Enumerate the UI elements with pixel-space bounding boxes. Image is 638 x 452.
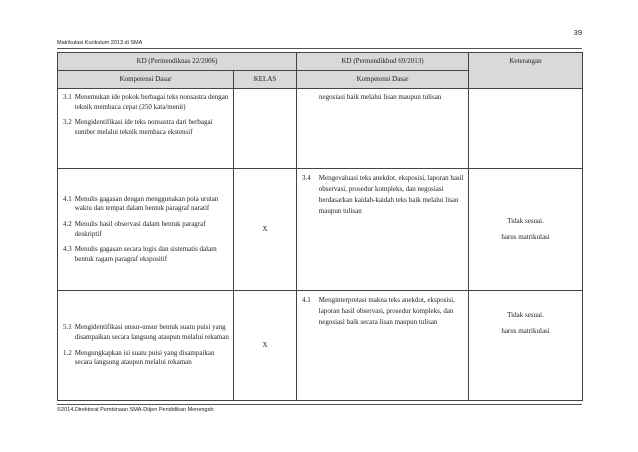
kd-text: Mengidentifikasi unsur-unsur bentuk suatu puisi yang disampaikan secara langsung ataupun melalui rekaman bbox=[74, 323, 229, 341]
footer-rule bbox=[57, 404, 582, 405]
keterangan-line: harus matrikulasi bbox=[501, 326, 550, 335]
kd-text: negosiasi baik melalui lisan maupun tulisan bbox=[319, 93, 442, 101]
kd-number: 1.2 bbox=[63, 348, 72, 357]
kd-number: 4.3 bbox=[63, 245, 72, 254]
kd-text: Mengevaluasi teks anekdot, eksposisi, laporan hasil observasi, prosedur kompleks, dan negosiasi berdasarkan kaidah-kaidah teks baik melalui lisan maupun tulisan bbox=[318, 174, 464, 215]
kd-item bbox=[63, 93, 230, 112]
header-kelas: KELAS bbox=[234, 71, 297, 89]
competency-table bbox=[57, 52, 583, 401]
kd-item bbox=[302, 173, 465, 217]
kd-text: Menginterpretasi makna teks anekdot, eksposisi, laporan hasil observasi, prosedur kompleks, dan negosiasi baik secara lisan maupun tulisan bbox=[318, 296, 455, 326]
kd-number: 4.2 bbox=[63, 219, 72, 228]
header-kompetensi-dasar-left: Kompetensi Dasar bbox=[58, 71, 234, 89]
page-number: 39 bbox=[573, 28, 582, 37]
kd-2013-cell bbox=[297, 291, 469, 401]
kd-2013-cell bbox=[297, 169, 469, 291]
keterangan-line: Tidak sesuai. bbox=[507, 311, 544, 319]
running-header: Matrikulasi Kurikulum 2013 di SMA bbox=[57, 40, 143, 46]
table-row bbox=[58, 89, 583, 169]
table-row bbox=[58, 169, 583, 291]
kd-2006-cell bbox=[58, 291, 234, 401]
header-rule bbox=[57, 48, 582, 49]
page-footer: ©2014,Direktorat Pembinaan SMA-Ditjen Pendidikan Menengah bbox=[57, 407, 214, 413]
kd-item bbox=[63, 323, 230, 342]
header-row-1 bbox=[58, 53, 583, 71]
kd-item bbox=[302, 295, 465, 328]
kelas-cell: X bbox=[234, 291, 297, 401]
kd-text: Menulis gagasan secara logis dan sistematis dalam bentuk ragam paragraf ekspositif bbox=[74, 245, 217, 263]
kd-2006-cell bbox=[58, 169, 234, 291]
kd-item bbox=[63, 245, 230, 264]
kd-text: Mengungkapkan isi suatu puisi yang disampaikan secara langsung ataupun melalui rekaman bbox=[74, 348, 215, 367]
table-row bbox=[58, 291, 583, 401]
keterangan-line: harus matrikulasi bbox=[501, 232, 550, 241]
header-keterangan: Keterangan bbox=[469, 53, 583, 89]
header-kd-2006: KD (Permendiknas 22/2006) bbox=[58, 53, 297, 71]
kd-text: Mengidentifikasi ide teks nonsastra dari berbagai sumber melalui teknik membaca ekstensif bbox=[74, 118, 213, 136]
header-kompetensi-dasar-right: Kompetensi Dasar bbox=[297, 71, 469, 89]
keterangan-cell bbox=[469, 169, 583, 291]
kd-number: 3.1 bbox=[63, 93, 72, 101]
kd-item bbox=[63, 195, 230, 214]
kelas-cell: X bbox=[234, 169, 297, 291]
kd-number: 3.4 bbox=[302, 174, 311, 182]
kd-2006-cell bbox=[58, 89, 234, 169]
kd-text: Menemukan ide pokok berbagai teks nonsastra dengan teknik membaca cepat (250 kata/menit) bbox=[74, 93, 229, 111]
kd-item bbox=[63, 118, 230, 137]
kd-2013-cell bbox=[297, 89, 469, 169]
kd-item bbox=[63, 220, 230, 239]
keterangan-cell bbox=[469, 89, 583, 169]
kd-number: 5.1 bbox=[63, 323, 72, 332]
kd-number: 3.2 bbox=[63, 118, 72, 127]
kd-number: 4.1 bbox=[302, 296, 311, 304]
keterangan-line: Tidak sesuai. bbox=[507, 216, 544, 225]
header-kd-2013: KD (Permendikbud 69/2013) bbox=[297, 53, 469, 71]
kelas-cell bbox=[234, 89, 297, 169]
kd-text: Menulis gagasan dengan menggunakan pola urutan waktu dan tempat dalam bentuk paragraf naratif bbox=[74, 194, 219, 213]
keterangan-cell bbox=[469, 291, 583, 401]
kd-item bbox=[63, 349, 230, 368]
kd-number: 4.1 bbox=[63, 194, 72, 203]
kd-item bbox=[319, 93, 465, 103]
kd-text: Menulis hasil observasi dalam bentuk paragraf deskriptif bbox=[74, 219, 206, 238]
